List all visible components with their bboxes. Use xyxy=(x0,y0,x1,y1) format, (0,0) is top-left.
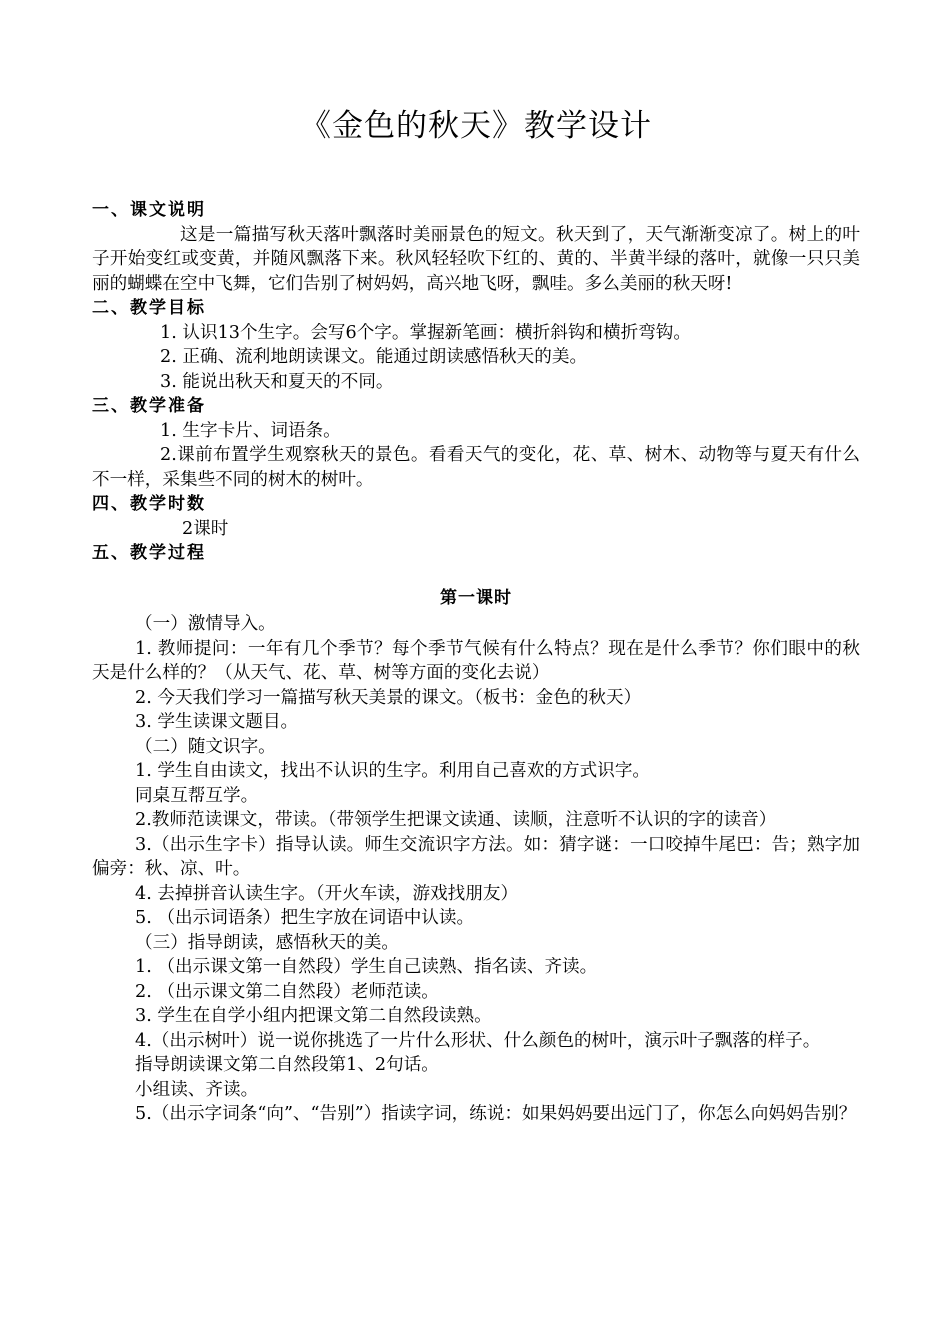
lesson-line: （三）指导朗读，感悟秋天的美。 xyxy=(135,932,399,953)
lesson-line: 5.（出示字词条“向”、“告别”）指读字词，练说：如果妈妈要出远门了，你怎么向妈妈告别？ xyxy=(135,1104,857,1124)
section-heading-hours: 四、教学时数 xyxy=(92,494,206,514)
lesson-line: 1. 教师提问：一年有几个季节？每个季节气候有什么特点？现在是什么季节？你们眼中的秋天是什么样的？（从天气、花、草、树等方面的变化去说） xyxy=(92,638,860,683)
lesson-line: （一）激情导入。 xyxy=(135,614,276,634)
goal-item: 3. 能说出秋天和夏天的不同。 xyxy=(160,371,394,392)
lesson-line: 3. 学生读课文题目。 xyxy=(135,712,299,732)
lesson-line: 2. 今天我们学习一篇描写秋天美景的课文。（板书：金色的秋天） xyxy=(135,687,642,708)
lesson-line: 4.（出示树叶）说一说你挑选了一片什么形状、什么颜色的树叶，演示叶子飘落的样子。 xyxy=(135,1030,821,1051)
lesson-line: 小组读、齐读。 xyxy=(135,1079,259,1100)
hours-value: 2课时 xyxy=(182,518,229,539)
lesson-heading: 第一课时 xyxy=(440,587,512,608)
description-paragraph: 这是一篇描写秋天落叶飘落时美丽景色的短文。秋天到了，天气渐渐变凉了。树上的叶子开始变红或变黄，并随风飘落下来。秋风轻轻吹下红的、黄的、半黄半绿的落叶，就像一只只美丽的蝴蝶在空中飞舞，它们告别了树妈妈，高兴地飞呀，飘哇。多么美丽的秋天呀! xyxy=(92,224,860,294)
lesson-line: 同桌互帮互学。 xyxy=(135,785,259,806)
lesson-line: 4. 去掉拼音认读生字。（开火车读，游戏找朋友） xyxy=(135,883,519,904)
lesson-line: 2. （出示课文第二自然段）老师范读。 xyxy=(135,981,439,1002)
preparation-item: 1. 生字卡片、词语条。 xyxy=(160,420,341,441)
preparation-item: 2.课前布置学生观察秋天的景色。看看天气的变化，花、草、树木、动物等与夏天有什么不一样，采集些不同的树木的树叶。 xyxy=(92,445,860,490)
lesson-line: 5. （出示词语条）把生字放在词语中认读。 xyxy=(135,908,475,928)
lesson-line: 3. 学生在自学小组内把课文第二自然段读熟。 xyxy=(135,1006,492,1026)
lesson-line: 指导朗读课文第二自然段第1、2句话。 xyxy=(135,1055,439,1075)
goal-item: 2. 正确、流利地朗读课文。能通过朗读感悟秋天的美。 xyxy=(160,347,588,367)
section-heading-goals: 二、教学目标 xyxy=(92,298,206,318)
goal-item: 1. 认识13个生字。会写6个字。掌握新笔画：横折斜钩和横折弯钩。 xyxy=(160,322,691,343)
lesson-line: 1. （出示课文第一自然段）学生自己读熟、指名读、齐读。 xyxy=(135,957,598,977)
section-heading-preparation: 三、教学准备 xyxy=(92,396,206,416)
section-heading-description: 一、课文说明 xyxy=(92,200,206,220)
lesson-line: 1. 学生自由读文，找出不认识的生字。利用自己喜欢的方式识字。 xyxy=(135,761,651,781)
lesson-line: 3.（出示生字卡）指导认读。师生交流识字方法。如：猜字谜：一口咬掉牛尾巴：告；熟字加偏旁：秋、凉、叶。 xyxy=(92,834,860,879)
lesson-line: （二）随文识字。 xyxy=(135,736,276,757)
lesson-line: 2.教师范读课文，带读。（带领学生把课文读通、读顺，注意听不认识的字的读音） xyxy=(135,810,777,830)
section-heading-process: 五、教学过程 xyxy=(92,543,206,563)
document-title: 《金色的秋天》教学设计 xyxy=(300,108,652,144)
spacer xyxy=(92,566,860,586)
document-body xyxy=(92,198,860,1127)
